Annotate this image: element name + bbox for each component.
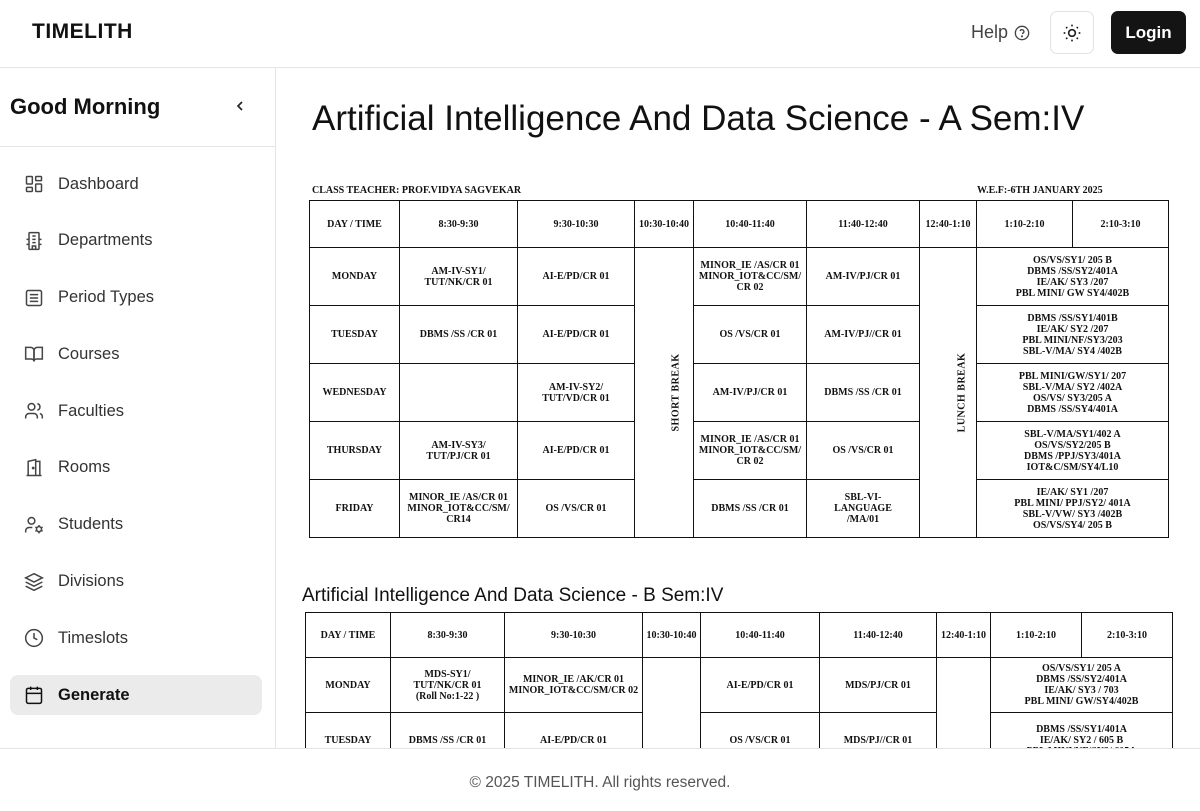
question-circle-icon xyxy=(1014,25,1030,41)
lecture-cell: OS /VS/CR 01 xyxy=(807,422,920,480)
table-row xyxy=(310,248,1169,306)
sidebar-item-label: Generate xyxy=(58,685,130,704)
column-header: 11:40-12:40 xyxy=(807,201,920,248)
lab-cell: OS/VS/SY1/ 205 A DBMS /SS/SY2/401A IE/AK/ SY3 / 703 PBL MINI/ GW/SY4/402B xyxy=(991,658,1173,713)
lecture-cell: MDS/PJ//CR 01 xyxy=(820,713,937,768)
short-break-cell xyxy=(635,248,694,538)
lecture-cell: MINOR_IE /AS/CR 01 MINOR_IOT&CC/SM/ CR 02 xyxy=(694,248,807,306)
sidebar-item-label: Faculties xyxy=(58,401,125,420)
top-bar xyxy=(0,0,1200,68)
column-header: 10:40-11:40 xyxy=(701,613,820,658)
lecture-cell: AM-IV-SY2/ TUT/VD/CR 01 xyxy=(518,364,635,422)
column-header: 2:10-3:10 xyxy=(1073,201,1169,248)
column-header: 8:30-9:30 xyxy=(391,613,505,658)
theme-toggle-button[interactable] xyxy=(1050,11,1094,54)
sidebar-item-label: Courses xyxy=(58,344,120,363)
lecture-cell: AI-E/PD/CR 01 xyxy=(518,306,635,364)
chevron-left-icon[interactable] xyxy=(232,98,248,114)
lecture-cell: DBMS /SS /CR 01 xyxy=(400,306,518,364)
column-header: 2:10-3:10 xyxy=(1082,613,1173,658)
clock-icon xyxy=(24,628,44,648)
users-icon xyxy=(24,401,44,421)
sidebar-item-label: Departments xyxy=(58,231,153,250)
sidebar-item-label: Students xyxy=(58,515,124,534)
sidebar-item-dashboard[interactable] xyxy=(10,164,262,204)
table-row xyxy=(310,422,1169,480)
lecture-cell: AI-E/PD/CR 01 xyxy=(518,422,635,480)
sidebar-nav xyxy=(10,164,262,732)
wef-date-label: W.E.F:-6TH JANUARY 2025 xyxy=(977,185,1103,196)
timetable-a xyxy=(309,200,1169,538)
table-header-row xyxy=(310,201,1169,248)
column-header: 10:40-11:40 xyxy=(694,201,807,248)
lunch-break-cell xyxy=(920,248,977,538)
lecture-cell: MDS/PJ/CR 01 xyxy=(820,658,937,713)
timetable-b xyxy=(305,612,1173,768)
sidebar-item-students[interactable] xyxy=(10,505,262,545)
lecture-cell: MINOR_IE /AK/CR 01 MINOR_IOT&CC/SM/CR 02 xyxy=(505,658,643,713)
door-icon xyxy=(24,458,44,478)
lecture-cell: AM-IV/PJ/CR 01 xyxy=(694,364,807,422)
lab-cell: IE/AK/ SY1 /207 PBL MINI/ PPJ/SY2/ 401A SBL-V/VW/ SY3 /402B OS/VS/SY4/ 205 B xyxy=(977,480,1169,538)
lecture-cell: DBMS /SS /CR 01 xyxy=(391,713,505,768)
sidebar-item-rooms[interactable] xyxy=(10,448,262,488)
book-icon xyxy=(24,344,44,364)
lecture-cell: AI-E/PD/CR 01 xyxy=(505,713,643,768)
column-header: 8:30-9:30 xyxy=(400,201,518,248)
lecture-cell: AI-E/PD/CR 01 xyxy=(518,248,635,306)
sidebar-item-label: Period Types xyxy=(58,288,155,307)
brand-logo[interactable]: TIMELITH xyxy=(32,20,133,43)
lab-cell: PBL MINI/GW/SY1/ 207 SBL-V/MA/ SY2 /402A OS/VS/ SY3/205 A DBMS /SS/SY4/401A xyxy=(977,364,1169,422)
table-row xyxy=(310,306,1169,364)
copyright-text: © 2025 TIMELITH. All rights reserved. xyxy=(469,774,731,791)
lecture-cell: AM-IV/PJ//CR 01 xyxy=(807,306,920,364)
user-cog-icon xyxy=(24,515,44,535)
lecture-cell: OS /VS/CR 01 xyxy=(518,480,635,538)
column-header: 9:30-10:30 xyxy=(518,201,635,248)
column-header: 10:30-10:40 xyxy=(643,613,701,658)
sidebar-item-divisions[interactable] xyxy=(10,562,262,602)
day-cell: WEDNESDAY xyxy=(310,364,400,422)
sidebar-item-label: Timeslots xyxy=(58,628,128,647)
table-row xyxy=(310,364,1169,422)
lecture-cell: MINOR_IE /AS/CR 01 MINOR_IOT&CC/SM/ CR 02 xyxy=(694,422,807,480)
lecture-cell: AM-IV-SY1/ TUT/NK/CR 01 xyxy=(400,248,518,306)
column-header: DAY / TIME xyxy=(310,201,400,248)
lunch-break-label: LUNCH BREAK xyxy=(956,352,968,433)
lab-cell: SBL-V/MA/SY1/402 A OS/VS/SY2/205 B DBMS /PPJ/SY3/401A IOT&C/SM/SY4/L10 xyxy=(977,422,1169,480)
main-content xyxy=(277,69,1200,748)
footer xyxy=(0,748,1200,811)
sidebar-item-faculties[interactable] xyxy=(10,391,262,431)
column-header: DAY / TIME xyxy=(306,613,391,658)
table-header-row xyxy=(306,613,1173,658)
column-header: 9:30-10:30 xyxy=(505,613,643,658)
lecture-cell: MINOR_IE /AS/CR 01 MINOR_IOT&CC/SM/ CR14 xyxy=(400,480,518,538)
lab-cell: DBMS /SS/SY1/401A IE/AK/ SY2 / 605 B xyxy=(991,713,1173,768)
short-break-label: SHORT BREAK xyxy=(670,353,682,432)
sidebar-item-departments[interactable] xyxy=(10,221,262,261)
day-cell: TUESDAY xyxy=(306,713,391,768)
column-header: 11:40-12:40 xyxy=(820,613,937,658)
day-cell: TUESDAY xyxy=(310,306,400,364)
lab-cell: OS/VS/SY1/ 205 B DBMS /SS/SY2/401A IE/AK/ SY3 /207 PBL MINI/ GW SY4/402B xyxy=(977,248,1169,306)
help-link[interactable] xyxy=(971,22,1030,43)
day-cell: MONDAY xyxy=(310,248,400,306)
lecture-cell: SBL-VI- LANGUAGE /MA/01 xyxy=(807,480,920,538)
sidebar-divider xyxy=(0,146,276,147)
lecture-cell: AM-IV-SY3/ TUT/PJ/CR 01 xyxy=(400,422,518,480)
lecture-cell: AM-IV/PJ/CR 01 xyxy=(807,248,920,306)
sun-icon xyxy=(1062,23,1082,43)
column-header: 1:10-2:10 xyxy=(991,613,1082,658)
sidebar-item-label: Divisions xyxy=(58,572,125,591)
sidebar-item-courses[interactable] xyxy=(10,334,262,374)
calendar-icon xyxy=(24,685,44,705)
day-cell: THURSDAY xyxy=(310,422,400,480)
column-header: 10:30-10:40 xyxy=(635,201,694,248)
column-header: 12:40-1:10 xyxy=(937,613,991,658)
column-header: 12:40-1:10 xyxy=(920,201,977,248)
sidebar-item-generate[interactable] xyxy=(10,675,262,715)
layers-icon xyxy=(24,572,44,592)
day-cell: FRIDAY xyxy=(310,480,400,538)
lecture-cell: DBMS /SS /CR 01 xyxy=(694,480,807,538)
dashboard-icon xyxy=(24,174,44,194)
day-cell: MONDAY xyxy=(306,658,391,713)
lecture-cell: AI-E/PD/CR 01 xyxy=(701,658,820,713)
table-row xyxy=(310,480,1169,538)
class-teacher-label: CLASS TEACHER: PROF.VIDYA SAGVEKAR xyxy=(312,185,522,196)
lab-cell: DBMS /SS/SY1/401B IE/AK/ SY2 /207 PBL MINI/NF/SY3/203 SBL-V/MA/ SY4 /402B xyxy=(977,306,1169,364)
lecture-cell: MDS-SY1/ TUT/NK/CR 01 (Roll No:1-22 ) xyxy=(391,658,505,713)
timetable-a-title: Artificial Intelligence And Data Science - A Sem:IV xyxy=(312,99,1085,138)
lecture-cell: OS /VS/CR 01 xyxy=(694,306,807,364)
sidebar-item-label: Rooms xyxy=(58,458,111,477)
greeting: Good Morning xyxy=(10,94,161,119)
lecture-cell: OS /VS/CR 01 xyxy=(701,713,820,768)
sidebar-item-timeslots[interactable] xyxy=(10,618,262,658)
lecture-cell xyxy=(400,364,518,422)
table-row xyxy=(306,658,1173,713)
building-icon xyxy=(24,231,44,251)
sidebar xyxy=(0,68,276,748)
sidebar-item-period-types[interactable] xyxy=(10,278,262,318)
help-label: Help xyxy=(971,22,1009,42)
column-header: 1:10-2:10 xyxy=(977,201,1073,248)
list-icon xyxy=(24,288,44,308)
login-button[interactable]: Login xyxy=(1111,11,1186,54)
lecture-cell: DBMS /SS /CR 01 xyxy=(807,364,920,422)
timetable-b-title: Artificial Intelligence And Data Science - B Sem:IV xyxy=(302,585,724,606)
sidebar-item-label: Dashboard xyxy=(58,174,139,193)
